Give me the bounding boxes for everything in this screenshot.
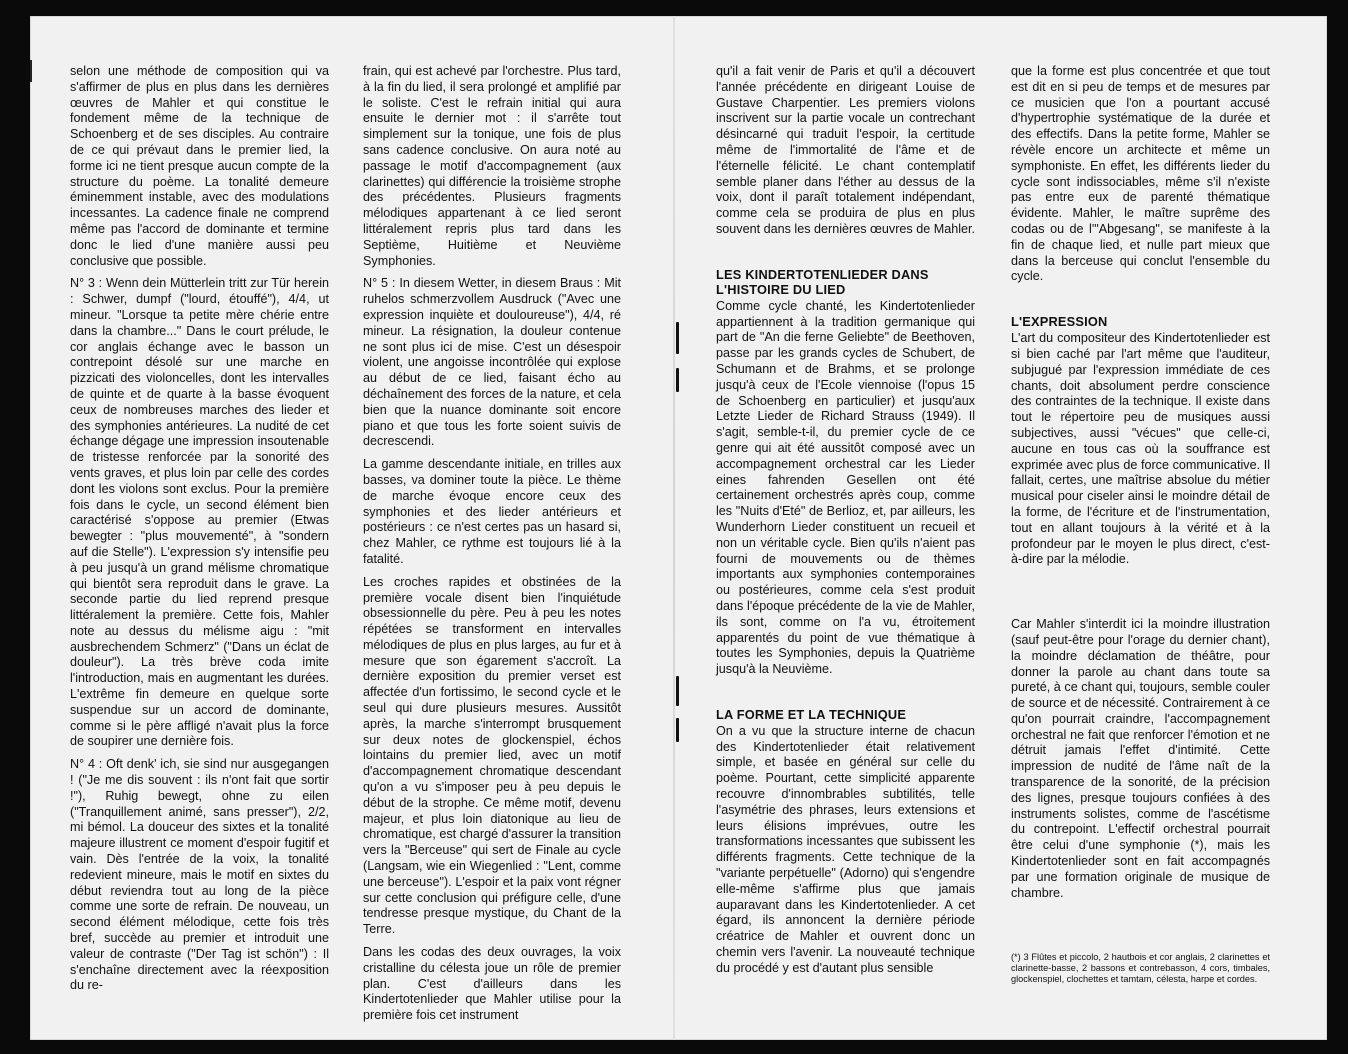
paragraph: Comme cycle chanté, les Kindertotenlieder appartiennent à la tradition germanique qui part de "An die ferne Geliebte" de Beethoven, passe par les grands cycles de Schubert, de Schumann et de Brahms, et se prolonge jusqu'à ceux de l'Ecole viennoise (l'opus 15 de Schoenberg en particulier) et jusqu'aux Letzte Lieder de Richard Strauss (1949). Il s'agit, semble-t-il, du premier cycle de ce genre qui ait été aussitôt composé avec un accompagnement orchestral car les Lieder eines fahrenden Gesellen ont été certainement orchestrés après coup, comme les "Nuits d'Eté" de Berlioz, et, par ailleurs, les Wunderhorn Lieder constituent un recueil et non un véritable cycle. Bien qu'ils n'aient pas fourni de mouvements ou de thèmes importants aux symphonies contemporaines ou postérieures, comme cela s'est produit dans l'époque précédente de la vie de Mahler, ils sont, comme on l'a vu, étroitement apparentés du point de vue thématique à toutes les Symphonies, depuis la Quatrième jusqu'à la Neuvième. (716, 298, 975, 677)
paragraph: La gamme descendante initiale, en trilles aux basses, va dominer toute la pièce. Le thème de marche évoque encore ceux des symphonies et des lieder antérieurs et postérieurs : ce n'est certes pas un hasard si, chez Mahler, ce rythme est toujours lié à la fatalité. (363, 457, 621, 566)
paragraph: Dans les codas des deux ouvrages, la voix cristalline du célesta joue un rôle de premier plan. C'est d'ailleurs dans les Kindertotenlieder que Mahler utilise pour la première fois cet instrument (363, 945, 621, 1023)
paragraph: que la forme est plus concentrée et que tout est dit en si peu de temps et de mesures par ce musicien que l'on a pourtant accusé d'hypertrophie systématique de la durée et des effectifs. Dans la petite forme, Mahler se révèle encore un architecte et même un symphoniste. En effet, les différents lieder du cycle sont indissociables, même s'il n'existe pas entre eux de parenté thématique évidente. Mahler, le maître suprême des codas ou de l'"Abgesang", se manifeste à la fin de chaque lied, et nulle part mieux que dans la berceuse qui conclut l'ensemble du cycle. (1011, 64, 1270, 284)
right-page-column-1 (716, 64, 975, 984)
margin-mark (30, 60, 32, 82)
section-heading: LES KINDERTOTENLIEDER DANS L'HISTOIRE DU LIED (716, 266, 929, 297)
staple-mark (676, 718, 679, 742)
paragraph: N° 4 : Oft denk' ich, sie sind nur ausgegangen ! ("Je me dis souvent : ils n'ont fait que sortir !"), Ruhig bewegt, ohne zu eilen ("Tranquillement animé, sans presser"), 2/2, mi bémol. La douceur des sixtes et la tonalité majeure illustrent ce moment d'espoir fugitif et vain. Dès l'entrée de la voix, la tonalité redevient mineure, mais le motif en sixtes du début reviendra tout au long de la pièce comme une sorte de refrain. De nouveau, un second élément mélodique, cette fois très bref, succède au premier et introduit une valeur de contraste ("Der Tag ist schön") : Il s'enchaîne directement avec la réexposition du re- (70, 757, 329, 993)
paragraph: Car Mahler s'interdit ici la moindre illustration (sauf peut-être pour l'orage du dernier chant), la moindre déclamation de théâtre, pour donner la parole au chant dans toute sa pureté, à ce chant qui, toujours, semble couler de source et de nécessité. Contrairement à ce qu'on pourrait craindre, l'accompagnement orchestral ne fait que renforcer l'émotion et ne détruit jamais l'effet d'intimité. Cette impression de nudité de l'âme naît de la transparence de la sonorité, de la précision des lignes, presque toujours confiées à des instruments solistes, comme de l'ascétisme du contrepoint. L'effectif orchestral pourrait être celui d'une symphonie (*), mais les Kindertotenlieder sont en fait accompagnés par une formation originale de musique de chambre. (1011, 617, 1270, 900)
paragraph: L'art du compositeur des Kindertotenlieder est si bien caché par l'art même que l'auditeur, subjugué par l'expression immédiate de ces chants, doit absolument perdre conscience des contraintes de la technique. Il existe dans tout le répertoire peu de musiques aussi subjectives, aussi "vécues" que celle-ci, aucune en tous cas où la souffrance est exprimée avec plus de force communicative. Il fallait, certes, une maîtrise absolue du métier musical pour ciseler ainsi le moindre détail de la forme, de l'écriture et de l'instrumentation, tout en allant toujours à la vérité et à la profondeur par le moyen le plus direct, c'est-à-dire par la mélodie. (1011, 331, 1270, 567)
paragraph: Les croches rapides et obstinées de la première vocale disent bien l'inquiétude obsessionnelle du père. Peu à peu les notes répétées se transforment en intervalles mélodiques de plus en plus larges, au fur et à mesure que son égarement s'accroît. La dernière exposition du premier verset est affectée d'un fortissimo, le second cycle et le seul qui dure plusieurs mesures. Aussitôt après, la marche s'interrompt brusquement sur deux notes de glockenspiel, échos lointains du premier lied, avec un motif d'accompagnement chromatique descendant qu'on a vu s'imposer peu à peu depuis le début de la strophe. Ce même motif, devenu majeur, et plus loin diatonique au lieu de chromatique, est chargé d'assurer la transition vers la "Berceuse" qui sert de Finale au cycle (Langsam, wie ein Wiegenlied : "Lent, comme une berceuse"). L'espoir et la paix vont régner sur cette conclusion qui préfigure celle, d'une tendresse presque mystique, du Chant de la Terre. (363, 574, 621, 937)
left-page-column-1 (70, 64, 329, 1001)
footnote: (*) 3 Flûtes et piccolo, 2 hautbois et cor anglais, 2 clarinettes et clarinette-basse, 2 bassons et contrebasson, 4 cors, timbales, glockenspiel, clochettes et tamtam, célesta, harpe et cordes. (1011, 952, 1270, 985)
paragraph: selon une méthode de composition qui va s'affirmer de plus en plus dans les dernières œuvres de Mahler et qui constitue le fondement même de la technique de Schoenberg et de ses disciples. Au contraire de ce qui prévaut dans le premier lied, la forme ici ne tient presque aucun compte de la structure du poème. La tonalité demeure éminemment instable, avec des modulations incessantes. La cadence finale ne comprend même pas l'accord de dominante et termine donc le lied d'une manière aussi peu conclusive que possible. (70, 64, 329, 268)
staple-mark (676, 676, 679, 706)
center-fold (673, 16, 675, 1040)
paragraph: qu'il a fait venir de Paris et qu'il a découvert l'année précédente en dirigeant Louise de Gustave Charpentier. Les premiers violons inscrivent sur la partie vocale un contrechant désincarné qui traduit l'espoir, la certitude même de l'immortalité de l'âme et de l'éternelle félicité. Le chant contemplatif semble planer dans l'éther au dessus de la voix, dont il paraît totalement indépendant, comme cela se produira de plus en plus souvent dans les dernières œuvres de Mahler. (716, 64, 976, 236)
section-heading: LA FORME ET LA TECHNIQUE (716, 706, 907, 722)
section-heading: L'EXPRESSION (1011, 314, 1108, 330)
paragraph: On a vu que la structure interne de chacun des Kindertotenlieder était relativement simple, et basée en général sur celle du poème. Pourtant, cette simplicité apparente recouvre d'innombrables subtilités, telle l'asymétrie des phrases, leurs extensions et leurs élisions imprévues, outre les transformations incessantes que subissent les différents fragments. Cette technique de la "variante perpétuelle" (Adorno) qui s'engendre elle-même s'affirme plus que jamais auparavant dans les Kindertotenlieder. A cet égard, ils annoncent la dernière période créatrice de Mahler et ouvrent donc un chemin vers l'avenir. La nouveauté technique du procédé y est d'autant plus sensible (716, 723, 975, 975)
paragraph: N° 3 : Wenn dein Mütterlein tritt zur Tür herein : Schwer, dumpf ("lourd, étouffé"), 4/4, ut mineur. "Lorsque ta petite mère chérie entre dans la chambre..." Dans le court prélude, le cor anglais échange avec le basson un contrepoint désolé sur une marche en pizzicati des violoncelles, dont les intervalles de quinte et de quarte à la basse évoquent ceux de nombreuses marches des lieder et des symphonies antérieures. La nudité de cet échange dégage une impression insoutenable de tristesse renforcée par la sonorité des vents graves, et plus loin par celle des cordes dont les violons sont exclus. Pour la première fois dans le cycle, un second élément bien caractérisé s'oppose au premier (Etwas bewegter : "plus mouvementé", à "sondern auf die Stelle"). L'expression s'y intensifie peu à peu jusqu'à un grand mélisme chromatique qui bientôt sera reproduit dans le grave. La seconde partie du lied reprend presque littéralement la première. Cette fois, Mahler note au dessus du mélisme aigu : "mit ausbrechendem Schmerz" ("Dans un éclat de douleur"). La très brève coda imite l'introduction, mais en augmentant les durées. L'extrême fin demeure en quelque sorte suspendue sur un accord de dominante, comme si le père affligé n'avait plus la force de soupirer une dernière fois. (70, 276, 329, 749)
paragraph: N° 5 : In diesem Wetter, in diesem Braus : Mit ruhelos schmerzvollem Ausdruck ("Avec une expression inquiète et douloureuse"), 4/4, ré mineur. La résignation, la douleur contenue ne sont plus ici de mise. C'est un désespoir violent, une angoisse incontrôlée qui explose au début de ce lied, faisant écho au déchaînement des forces de la nature, et cela bien que la nuance dominante soit encore piano et que tous les forte soient suivis de decrescendi. (363, 276, 621, 449)
staple-mark (676, 322, 679, 354)
staple-mark (676, 368, 679, 392)
right-page-column-2 (1011, 64, 1270, 992)
paragraph: frain, qui est achevé par l'orchestre. Plus tard, à la fin du lied, il sera prolongé et amplifié par le soliste. C'est le refrain initial qui aura ensuite le dernier mot : il s'arrête tout simplement sur la tonique, une fois de plus sans cadence conclusive. On aura noté au passage le motif d'accompagnement (aux clarinettes) qui différencie la troisième strophe des précédentes. Plusieurs fragments mélodiques appartenant à ce lied seront littéralement repris plus tard dans les Septième, Huitième et Neuvième Symphonies. (363, 64, 621, 268)
left-page-column-2 (363, 64, 621, 1031)
